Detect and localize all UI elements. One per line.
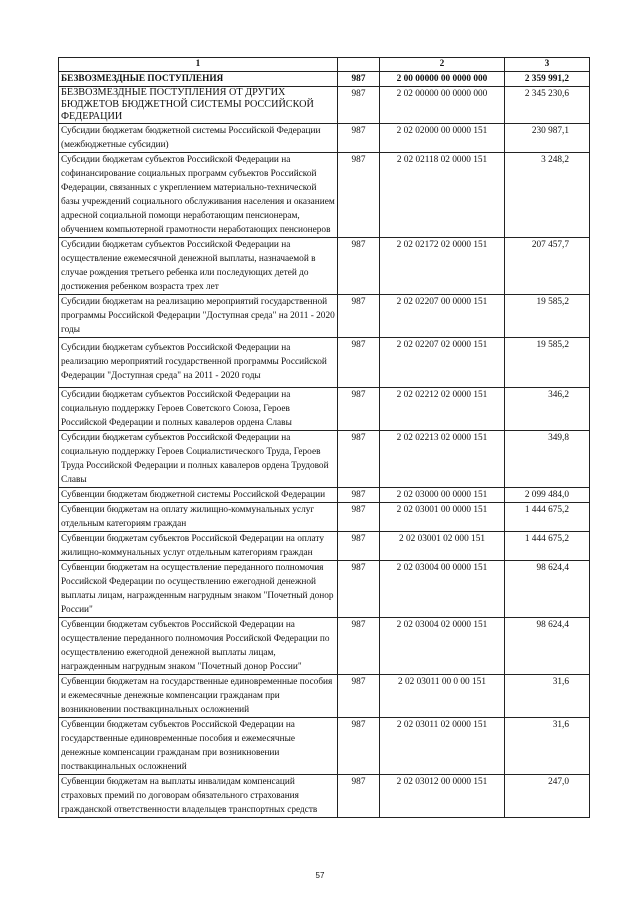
row-code: 987 [338, 295, 380, 338]
row-kbk: 2 02 03000 00 0000 151 [380, 488, 505, 503]
row-amount: 2 099 484,0 [505, 488, 590, 503]
row-amount: 19 585,2 [505, 338, 590, 388]
row-name: Субвенции бюджетам на государственные единовременные пособия и ежемесячные денежные компенсации гражданам при возникновении поствакцинальных осложнений [59, 675, 338, 718]
table-header-row [59, 58, 590, 72]
row-amount: 31,6 [505, 718, 590, 775]
row-name: БЕЗВОЗМЕЗДНЫЕ ПОСТУПЛЕНИЯ ОТ ДРУГИХ БЮДЖЕТОВ БЮДЖЕТНОЙ СИСТЕМЫ РОССИЙСКОЙ ФЕДЕРАЦИИ [59, 87, 338, 124]
revenue-table-container [58, 57, 589, 818]
row-name: Субсидии бюджетам субъектов Российской Федерации на социальную поддержку Героев Социалистического Труда, Героев Труда Российской Федерации и полных кавалеров ордена Трудовой Славы [59, 431, 338, 488]
row-code: 987 [338, 503, 380, 532]
row-kbk: 2 02 02118 02 0000 151 [380, 153, 505, 238]
row-name: Субсидии бюджетам на реализацию мероприятий государственной программы Российской Федерации "Доступная среда" на 2011 - 2020 годы [59, 295, 338, 338]
header-col-4: 3 [505, 58, 590, 72]
row-amount: 247,0 [505, 775, 590, 818]
table-row [59, 503, 590, 532]
row-kbk: 2 02 03011 00 0 00 151 [380, 675, 505, 718]
table-row [59, 532, 590, 561]
row-code: 987 [338, 532, 380, 561]
row-name: БЕЗВОЗМЕЗДНЫЕ ПОСТУПЛЕНИЯ [59, 72, 338, 87]
row-kbk: 2 02 02207 00 0000 151 [380, 295, 505, 338]
table-row [59, 87, 590, 124]
table-row [59, 153, 590, 238]
table-row [59, 72, 590, 87]
table-row [59, 488, 590, 503]
row-amount: 31,6 [505, 675, 590, 718]
row-kbk: 2 00 00000 00 0000 000 [380, 72, 505, 87]
row-name: Субвенции бюджетам на оплату жилищно-коммунальных услуг отдельным категориям граждан [59, 503, 338, 532]
row-code: 987 [338, 338, 380, 388]
table-row [59, 561, 590, 618]
header-col-3: 2 [380, 58, 505, 72]
row-code: 987 [338, 775, 380, 818]
row-name: Субсидии бюджетам субъектов Российской Федерации на реализацию мероприятий государственной программы Российской Федерации "Доступная среда" на 2011 - 2020 годы [59, 338, 338, 388]
row-code: 987 [338, 618, 380, 675]
table-row [59, 675, 590, 718]
row-amount: 98 624,4 [505, 618, 590, 675]
revenue-table [58, 57, 590, 818]
row-kbk: 2 02 03004 02 0000 151 [380, 618, 505, 675]
row-kbk: 2 02 02207 02 0000 151 [380, 338, 505, 388]
table-row [59, 431, 590, 488]
row-code: 987 [338, 72, 380, 87]
row-name: Субсидии бюджетам субъектов Российской Федерации на социальную поддержку Героев Советского Союза, Героев Российской Федерации и полных кавалеров ордена Славы [59, 388, 338, 431]
row-amount: 1 444 675,2 [505, 532, 590, 561]
row-name: Субвенции бюджетам субъектов Российской Федерации на оплату жилищно-коммунальных услуг отдельным категориям граждан [59, 532, 338, 561]
row-kbk: 2 02 00000 00 0000 000 [380, 87, 505, 124]
row-name: Субсидии бюджетам бюджетной системы Российской Федерации (межбюджетные субсидии) [59, 124, 338, 153]
row-kbk: 2 02 03012 00 0000 151 [380, 775, 505, 818]
row-code: 987 [338, 488, 380, 503]
row-kbk: 2 02 02000 00 0000 151 [380, 124, 505, 153]
row-name: Субвенции бюджетам на осуществление переданного полномочия Российской Федерации по осуществлению ежегодной денежной выплаты лицам, награжденным нагрудным знаком "Почетный донор России" [59, 561, 338, 618]
row-amount: 207 457,7 [505, 238, 590, 295]
row-kbk: 2 02 02213 02 0000 151 [380, 431, 505, 488]
table-row [59, 295, 590, 338]
table-row [59, 388, 590, 431]
table-row [59, 775, 590, 818]
row-name: Субвенции бюджетам бюджетной системы Российской Федерации [59, 488, 338, 503]
row-name: Субвенции бюджетам субъектов Российской Федерации на осуществление переданного полномочия Российской Федерации по осуществлению ежегодной денежной выплаты лицам, награжденным нагрудным знаком "Почетный донор России" [59, 618, 338, 675]
row-amount: 230 987,1 [505, 124, 590, 153]
row-code: 987 [338, 87, 380, 124]
row-amount: 349,8 [505, 431, 590, 488]
table-row [59, 338, 590, 388]
table-row [59, 718, 590, 775]
row-code: 987 [338, 675, 380, 718]
row-code: 987 [338, 718, 380, 775]
row-kbk: 2 02 03011 02 0000 151 [380, 718, 505, 775]
row-name: Субсидии бюджетам субъектов Российской Федерации на осуществление ежемесячной денежной выплаты, назначаемой в случае рождения третьего ребенка или последующих детей до достижения ребенком возраста трех лет [59, 238, 338, 295]
table-row [59, 238, 590, 295]
row-amount: 2 345 230,6 [505, 87, 590, 124]
row-amount: 346,2 [505, 388, 590, 431]
row-amount: 1 444 675,2 [505, 503, 590, 532]
table-row [59, 124, 590, 153]
row-name: Субвенции бюджетам субъектов Российской Федерации на государственные единовременные пособия и ежемесячные денежные компенсации гражданам при возникновении поствакцинальных осложнений [59, 718, 338, 775]
row-amount: 2 359 991,2 [505, 72, 590, 87]
row-code: 987 [338, 561, 380, 618]
row-kbk: 2 02 03001 00 0000 151 [380, 503, 505, 532]
row-kbk: 2 02 02172 02 0000 151 [380, 238, 505, 295]
row-code: 987 [338, 153, 380, 238]
row-amount: 98 624,4 [505, 561, 590, 618]
row-code: 987 [338, 124, 380, 153]
row-amount: 3 248,2 [505, 153, 590, 238]
table-row [59, 618, 590, 675]
row-code: 987 [338, 238, 380, 295]
header-col-2 [338, 58, 380, 72]
row-code: 987 [338, 388, 380, 431]
row-amount: 19 585,2 [505, 295, 590, 338]
row-name: Субсидии бюджетам субъектов Российской Федерации на софинансирование социальных программ субъектов Российской Федерации, связанных с укреплением материально-технической базы учреждений социального обслуживания населения и оказанием адресной социальной помощи неработающим пенсионерам, обучением компьютерной грамотности неработающих пенсионеров [59, 153, 338, 238]
row-name: Субвенции бюджетам на выплаты инвалидам компенсаций страховых премий по договорам обязательного страхования гражданской ответственности владельцев транспортных средств [59, 775, 338, 818]
row-kbk: 2 02 03004 00 0000 151 [380, 561, 505, 618]
row-code: 987 [338, 431, 380, 488]
row-kbk: 2 02 02212 02 0000 151 [380, 388, 505, 431]
header-col-1: 1 [59, 58, 338, 72]
row-kbk: 2 02 03001 02 000 151 [380, 532, 505, 561]
page-number: 57 [315, 871, 325, 880]
